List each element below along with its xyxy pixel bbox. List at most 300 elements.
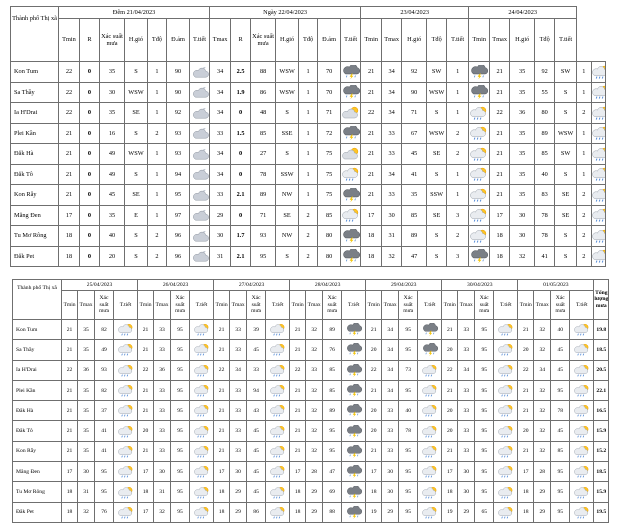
sun-rain-icon <box>574 506 590 519</box>
table-cell: 92 <box>402 62 427 83</box>
table-cell: 17 <box>366 462 382 482</box>
table-cell: 21 <box>62 380 78 400</box>
city-name: Măng Đen <box>11 205 59 226</box>
table-cell: 21 <box>62 320 78 340</box>
table-cell: 45 <box>247 421 266 441</box>
total-rain: 22.1 <box>594 380 609 400</box>
sun-rain-icon <box>194 465 210 478</box>
sun-rain-icon <box>422 425 438 438</box>
weather-cell <box>469 226 490 247</box>
weather-cell <box>114 462 138 482</box>
table-cell: 30 <box>382 462 399 482</box>
table-cell: 18 <box>290 482 306 502</box>
table-cell: WSW <box>276 82 299 103</box>
table-cell: 18 <box>518 502 534 522</box>
table-cell: 36 <box>154 360 171 380</box>
table-cell: 21 <box>138 441 154 461</box>
weather-cell <box>469 144 490 165</box>
table-cell: 2 <box>299 246 318 267</box>
table-cell: S <box>427 103 447 124</box>
total-rain: 19.5 <box>594 502 609 522</box>
column-header: Tmin <box>62 291 78 320</box>
weather-cell <box>266 502 290 522</box>
table-cell: 33 <box>230 340 247 360</box>
table-cell: 21 <box>490 144 510 165</box>
table-cell: 22 <box>442 360 458 380</box>
weather-cell <box>190 123 210 144</box>
table-cell: 22 <box>62 360 78 380</box>
table-cell: 22 <box>138 360 154 380</box>
total-rain: 18.5 <box>594 462 609 482</box>
sun-rain-icon <box>118 506 134 519</box>
city-name: Đăk Hà <box>11 144 59 165</box>
table-cell: S <box>555 246 577 267</box>
cloud-moon-icon <box>191 126 209 140</box>
table-cell: 41 <box>535 246 555 267</box>
table-cell: 2.1 <box>231 185 251 206</box>
table-cell: 78 <box>399 421 418 441</box>
table-cell: 49 <box>95 340 114 360</box>
weather-cell <box>591 226 605 247</box>
table-cell: 55 <box>535 82 555 103</box>
weather-cell <box>342 360 366 380</box>
column-header: R <box>80 19 100 62</box>
table-cell: 33 <box>458 380 475 400</box>
table-cell: 1 <box>299 123 318 144</box>
column-header: Tmin <box>518 291 534 320</box>
table-cell: 21 <box>214 320 230 340</box>
table-cell: 21 <box>214 340 230 360</box>
table-cell: 32 <box>534 401 551 421</box>
table-cell: SW <box>555 144 577 165</box>
weather-cell <box>591 246 605 267</box>
sun-rain-icon <box>592 65 606 79</box>
storm-icon <box>470 65 488 79</box>
table-row <box>11 226 606 247</box>
table-cell: 95 <box>475 482 494 502</box>
table-cell: 95 <box>475 320 494 340</box>
table-cell: 80 <box>318 246 341 267</box>
column-header: T.tiết <box>570 291 594 320</box>
table-cell: 28 <box>534 462 551 482</box>
day-header: 25/04/2023 <box>62 280 138 291</box>
column-header: Đ.ảm <box>318 19 341 62</box>
table-cell: 75 <box>318 164 341 185</box>
table-cell: 29 <box>458 502 475 522</box>
column-header: Tmax <box>534 291 551 320</box>
weather-cell <box>341 164 361 185</box>
sun-rain-icon <box>270 465 286 478</box>
sun-rain-icon <box>470 208 488 222</box>
storm-icon <box>342 229 360 243</box>
table-cell: 95 <box>171 441 190 461</box>
city-name: Tu Mơ Rông <box>13 482 62 502</box>
column-header: T.tiết <box>190 19 210 62</box>
city-name: Kon Tum <box>11 62 59 83</box>
table-cell: 86 <box>251 82 276 103</box>
table-cell: 1 <box>577 62 591 83</box>
weather-cell <box>570 401 594 421</box>
weather-cell <box>570 441 594 461</box>
table-cell: 35 <box>510 164 535 185</box>
table-cell: 20 <box>442 421 458 441</box>
table-cell: 95 <box>251 246 276 267</box>
weather-cell <box>190 441 214 461</box>
table-cell: 21 <box>138 340 154 360</box>
day-header: Đêm 21/04/2023 <box>59 7 210 19</box>
table-cell: 95 <box>475 380 494 400</box>
table-cell: 33 <box>230 320 247 340</box>
sun-rain-icon <box>470 167 488 181</box>
sun-rain-icon <box>574 465 590 478</box>
table-cell: 95 <box>399 441 418 461</box>
sun-rain-icon <box>592 126 606 140</box>
weather-cell <box>418 482 442 502</box>
table-cell: 85 <box>535 144 555 165</box>
table-cell: 35 <box>510 185 535 206</box>
table-cell: 33 <box>210 185 231 206</box>
table-cell: 80 <box>318 226 341 247</box>
table-cell: S <box>276 103 299 124</box>
column-header: H.gió <box>402 19 427 62</box>
table-cell: 35 <box>100 62 125 83</box>
table-cell: 95 <box>171 360 190 380</box>
table-cell: 35 <box>78 380 95 400</box>
table-cell: 18 <box>290 502 306 522</box>
weather-cell <box>341 144 361 165</box>
table-cell: 78 <box>535 226 555 247</box>
table-cell: 93 <box>167 144 190 165</box>
column-header: Tmax <box>210 19 231 62</box>
weather-cell <box>469 185 490 206</box>
table-cell: 95 <box>171 380 190 400</box>
day-header: 30/04/2023 <box>442 280 518 291</box>
table-cell: 22 <box>59 82 80 103</box>
weather-cell <box>591 103 605 124</box>
table-cell: 1 <box>299 144 318 165</box>
table-cell: SSW <box>427 185 447 206</box>
weather-cell <box>591 123 605 144</box>
column-header: T.tiết <box>114 291 138 320</box>
sun-rain-icon <box>194 506 210 519</box>
table-cell: 21 <box>518 401 534 421</box>
table-cell: 75 <box>318 185 341 206</box>
sun-rain-icon <box>574 384 590 397</box>
table-cell: 95 <box>399 482 418 502</box>
forecast-table-21-24 <box>10 6 606 267</box>
column-header: Tmax <box>154 291 171 320</box>
table-cell: 18 <box>361 226 382 247</box>
table-cell: 30 <box>210 226 231 247</box>
table-cell: 95 <box>95 482 114 502</box>
column-header: H.gió <box>125 19 148 62</box>
total-rain: 18.5 <box>594 340 609 360</box>
table-cell: 32 <box>534 380 551 400</box>
table-cell: 17 <box>138 462 154 482</box>
table-cell: 21 <box>361 164 382 185</box>
weather-cell <box>341 185 361 206</box>
weather-cell <box>494 421 518 441</box>
weather-cell <box>266 360 290 380</box>
weather-cell <box>469 164 490 185</box>
table-cell: SE <box>125 185 148 206</box>
total-rain: 15.9 <box>594 482 609 502</box>
table-cell: 95 <box>171 340 190 360</box>
table-cell: 32 <box>534 320 551 340</box>
table-cell: 33 <box>154 340 171 360</box>
cloud-sun-icon <box>342 106 360 120</box>
table-cell: 39 <box>247 320 266 340</box>
sun-rain-icon <box>118 343 134 356</box>
table-row <box>13 462 609 482</box>
table-cell: 95 <box>551 482 570 502</box>
table-cell: 35 <box>510 144 535 165</box>
weather-cell <box>342 320 366 340</box>
table-cell: 95 <box>475 340 494 360</box>
table-cell: 80 <box>535 103 555 124</box>
table-cell: 20 <box>366 340 382 360</box>
column-header: R <box>231 19 251 62</box>
city-name: Kon Rẫy <box>11 185 59 206</box>
table-cell: 0 <box>80 246 100 267</box>
table-cell: 0 <box>80 62 100 83</box>
table-cell: 45 <box>551 421 570 441</box>
table-cell: 92 <box>535 62 555 83</box>
table-cell: 29 <box>534 502 551 522</box>
weather-cell <box>190 246 210 267</box>
table-cell: 30 <box>382 205 402 226</box>
table-cell: 33 <box>306 360 323 380</box>
table-cell: 71 <box>251 205 276 226</box>
table-cell: 45 <box>100 185 125 206</box>
total-rain: 15.2 <box>594 441 609 461</box>
city-name: Tu Mơ Rông <box>11 226 59 247</box>
sun-rain-icon <box>118 364 134 377</box>
table-cell: 85 <box>402 205 427 226</box>
table-cell: 31 <box>382 226 402 247</box>
table-cell: 95 <box>167 185 190 206</box>
table-cell: 33 <box>382 421 399 441</box>
table-cell: 36 <box>510 103 535 124</box>
table-cell: 92 <box>167 103 190 124</box>
table-cell: 1 <box>299 103 318 124</box>
table-cell: 89 <box>535 123 555 144</box>
sun-rain-icon <box>422 486 438 499</box>
weather-cell <box>190 360 214 380</box>
column-header: Tmax <box>306 291 323 320</box>
column-header: Tmax <box>382 291 399 320</box>
table-cell: 21 <box>214 401 230 421</box>
table-cell: 95 <box>399 320 418 340</box>
sun-rain-icon <box>422 364 438 377</box>
column-header: Tmax <box>382 19 402 62</box>
table-cell: 17 <box>214 462 230 482</box>
sun-rain-icon <box>270 404 286 417</box>
table-cell: 0 <box>80 103 100 124</box>
table-cell: 35 <box>78 441 95 461</box>
table-cell: 17 <box>518 462 534 482</box>
sun-rain-icon <box>194 364 210 377</box>
weather-cell <box>418 320 442 340</box>
storm-icon <box>342 188 360 202</box>
sun-rain-icon <box>470 106 488 120</box>
weather-cell <box>469 246 490 267</box>
storm-icon <box>346 486 362 499</box>
column-header: Xác suất mưa <box>171 291 190 320</box>
table-cell: E <box>125 205 148 226</box>
table-cell: 18 <box>59 246 80 267</box>
table-cell: S <box>427 226 447 247</box>
column-header: Xác suất mưa <box>475 291 494 320</box>
table-cell: 29 <box>534 482 551 502</box>
weather-cell <box>190 380 214 400</box>
table-cell: 18 <box>366 482 382 502</box>
table-row <box>11 82 606 103</box>
table-cell: 29 <box>306 482 323 502</box>
weather-cell <box>469 205 490 226</box>
table-cell: 33 <box>210 123 231 144</box>
table-cell: 32 <box>306 380 323 400</box>
weather-cell <box>570 421 594 441</box>
weather-cell <box>114 482 138 502</box>
weather-cell <box>190 164 210 185</box>
storm-icon <box>422 343 438 356</box>
table-cell: 17 <box>59 205 80 226</box>
table-cell: 30 <box>458 482 475 502</box>
table-cell: 95 <box>475 360 494 380</box>
table-cell: 71 <box>402 103 427 124</box>
weather-cell <box>342 482 366 502</box>
column-header: T.tiết <box>555 19 577 62</box>
weather-cell <box>190 401 214 421</box>
column-header: T.tiết <box>266 291 290 320</box>
table-cell: 29 <box>382 502 399 522</box>
column-header: Tmin <box>290 291 306 320</box>
table-row <box>11 246 606 267</box>
sun-rain-icon <box>118 465 134 478</box>
table-cell: 95 <box>399 462 418 482</box>
table-cell: 2 <box>447 123 469 144</box>
table-cell: 1 <box>299 185 318 206</box>
sun-rain-icon <box>422 445 438 458</box>
column-header: T.tiết <box>494 291 518 320</box>
sun-rain-icon <box>592 106 606 120</box>
table-row <box>11 205 606 226</box>
table-cell: 20 <box>366 401 382 421</box>
table-cell: 95 <box>475 441 494 461</box>
table-cell: S <box>555 82 577 103</box>
table-cell: 30 <box>78 462 95 482</box>
table-cell: 35 <box>78 421 95 441</box>
table-cell: 21 <box>361 62 382 83</box>
table-cell: 37 <box>95 401 114 421</box>
weather-cell <box>190 421 214 441</box>
table-cell: 34 <box>382 320 399 340</box>
table-cell: SW <box>555 62 577 83</box>
table-cell: 21 <box>214 441 230 461</box>
weather-cell <box>570 340 594 360</box>
table-cell: 0 <box>80 164 100 185</box>
sun-rain-icon <box>470 229 488 243</box>
table-cell: 95 <box>551 380 570 400</box>
weather-cell <box>570 320 594 340</box>
table-cell: 32 <box>534 421 551 441</box>
table-cell: 32 <box>306 421 323 441</box>
table-cell: 94 <box>167 164 190 185</box>
city-name: Plei Kần <box>11 123 59 144</box>
table-cell: 21 <box>290 421 306 441</box>
table-cell: 1 <box>148 82 167 103</box>
table-cell: 16 <box>100 123 125 144</box>
table-cell: 20 <box>518 421 534 441</box>
weather-cell <box>190 320 214 340</box>
sun-rain-icon <box>574 445 590 458</box>
sun-rain-icon <box>470 126 488 140</box>
sun-rain-icon <box>574 425 590 438</box>
table-cell: 32 <box>78 502 95 522</box>
table-cell: 34 <box>210 144 231 165</box>
table-cell: 45 <box>402 144 427 165</box>
table-cell: 2 <box>577 103 591 124</box>
table-cell: 32 <box>382 246 402 267</box>
storm-icon <box>342 85 360 99</box>
table-cell: 29 <box>230 502 247 522</box>
city-name: Đăk Pet <box>11 246 59 267</box>
column-header: Xác suất mưa <box>551 291 570 320</box>
weather-cell <box>494 380 518 400</box>
table-cell: WSW <box>276 62 299 83</box>
weather-cell <box>341 62 361 83</box>
sun-rain-icon <box>498 323 514 336</box>
table-cell: 21 <box>490 123 510 144</box>
weather-cell <box>342 340 366 360</box>
table-cell: 2 <box>577 246 591 267</box>
city-name: Sa Thầy <box>11 82 59 103</box>
weather-cell <box>190 103 210 124</box>
column-header: T.tiết <box>447 19 469 62</box>
table-cell: 2 <box>577 205 591 226</box>
table-cell: 95 <box>399 380 418 400</box>
table-cell: 45 <box>247 462 266 482</box>
table-cell: 32 <box>534 441 551 461</box>
table-cell: WSW <box>125 82 148 103</box>
table-row <box>11 103 606 124</box>
table-cell: 31 <box>154 482 171 502</box>
table-cell: 22 <box>490 103 510 124</box>
table-cell: 0 <box>231 164 251 185</box>
weather-cell <box>114 502 138 522</box>
weather-cell <box>266 482 290 502</box>
table-cell: 33 <box>230 441 247 461</box>
table-cell: 21 <box>518 320 534 340</box>
weather-cell <box>591 185 605 206</box>
table-cell: 22 <box>361 103 382 124</box>
table-cell: 1 <box>148 144 167 165</box>
table-cell: 0 <box>80 144 100 165</box>
table-cell: 33 <box>230 401 247 421</box>
table-cell: 95 <box>551 502 570 522</box>
sun-rain-icon <box>422 465 438 478</box>
table-cell: 22 <box>214 360 230 380</box>
column-header: Tmin <box>469 19 490 62</box>
weather-cell <box>418 441 442 461</box>
total-rain: 20.5 <box>594 360 609 380</box>
table-cell: 48 <box>251 103 276 124</box>
weather-cell <box>341 82 361 103</box>
weather-cell <box>190 482 214 502</box>
table-cell: 1 <box>577 82 591 103</box>
table-cell: 22 <box>59 103 80 124</box>
